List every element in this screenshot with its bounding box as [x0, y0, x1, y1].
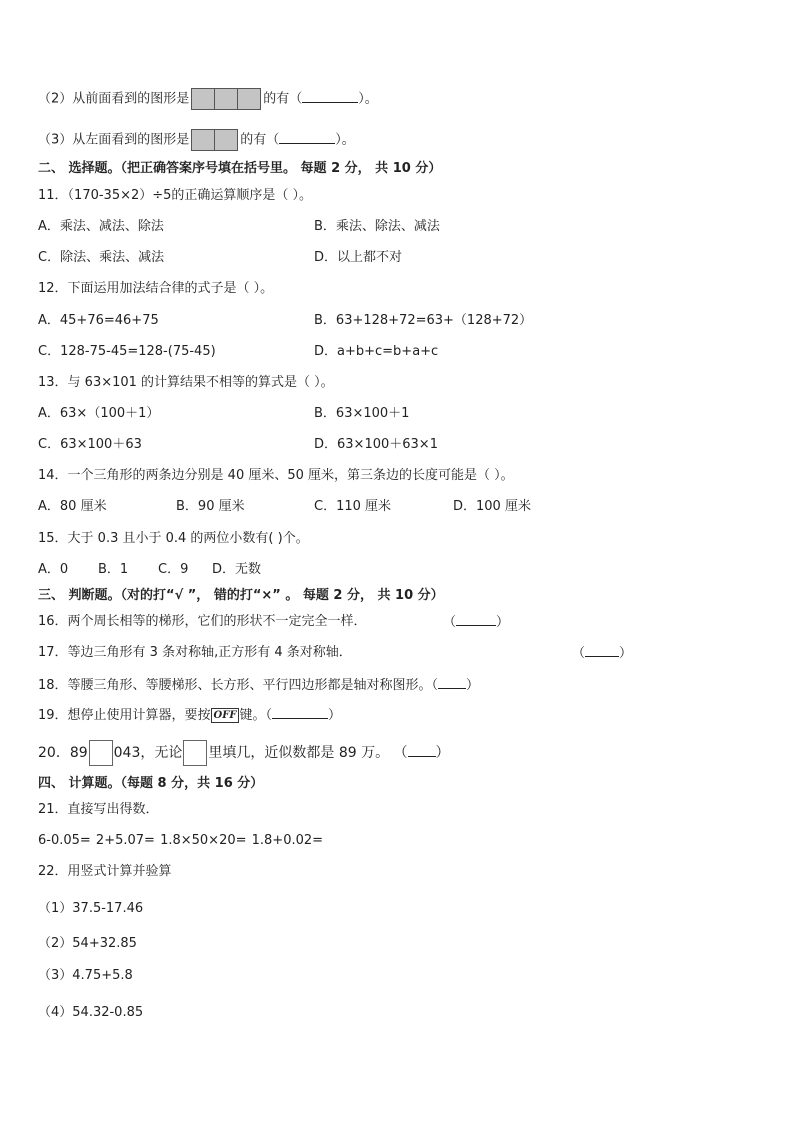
off-key-icon: OFF — [211, 708, 240, 723]
q22-stem: 22．用竖式计算并验算 — [38, 864, 172, 879]
q13-option-c[interactable]: C．63×100＋63 — [38, 437, 142, 452]
q12-option-a[interactable]: A．45+76=46+75 — [38, 313, 159, 328]
q17-answer: （ ） — [572, 646, 633, 661]
q20-row: 20．89 043，无论 里填几，近似数都是 89 万。 （ ） — [38, 740, 450, 766]
answer-blank[interactable] — [302, 90, 358, 103]
answer-blank[interactable] — [456, 613, 496, 626]
section-4-heading: 四、 计算题。（每题 8 分，共 16 分） — [38, 776, 264, 791]
question-3-suffix: 的有（ — [240, 132, 280, 148]
q19-row: 19．想停止使用计算器，要按 OFF 键。（ ） — [38, 708, 341, 723]
digit-box[interactable] — [183, 740, 207, 766]
q11-option-a[interactable]: A．乘法、减法、除法 — [38, 219, 164, 234]
q16-answer: （ ） — [443, 615, 510, 630]
q21-stem: 21．直接写出得数． — [38, 802, 159, 817]
q15-stem: 15．大于 0.3 且小于 0.4 的两位小数有( )个。 — [38, 531, 309, 546]
question-2-row: （2）从前面看到的图形是 的有（ ）。 — [38, 88, 378, 110]
q18-stem: 18．等腰三角形、等腰梯形、长方形、平行四边形都是轴对称图形。（ — [38, 678, 439, 693]
answer-blank[interactable] — [408, 744, 436, 757]
q15-option-c[interactable]: C．9 — [158, 562, 189, 577]
q12-option-d[interactable]: D．a+b+c=b+a+c — [314, 344, 439, 359]
q12-option-c[interactable]: C．128-75-45=128-(75-45) — [38, 344, 216, 359]
q11-option-c[interactable]: C．除法、乘法、减法 — [38, 250, 165, 265]
q22-item-1: （1）37.5-17.46 — [38, 901, 144, 916]
q22-item-4: （4）54.32-0.85 — [38, 1005, 144, 1020]
q11-stem: 11．（170-35×2）÷5的正确运算顺序是（ ）。 — [38, 188, 313, 203]
question-2-suffix: 的有（ — [263, 91, 303, 107]
answer-blank[interactable] — [438, 676, 466, 689]
front-view-figure — [191, 88, 261, 110]
q14-stem: 14．一个三角形的两条边分别是 40 厘米、50 厘米，第三条边的长度可能是（ ）。 — [38, 468, 514, 483]
question-2-prefix: （2）从前面看到的图形是 — [38, 91, 190, 107]
q15-option-d[interactable]: D．无数 — [212, 562, 262, 577]
q15-option-a[interactable]: A．0 — [38, 562, 69, 577]
q13-stem: 13．与 63×101 的计算结果不相等的算式是（ ）。 — [38, 375, 334, 390]
q14-option-b[interactable]: B．90 厘米 — [176, 499, 245, 514]
q14-option-d[interactable]: D．100 厘米 — [453, 499, 531, 514]
question-3-row: （3）从左面看到的图形是 的有（ ）。 — [38, 129, 355, 151]
q17-stem: 17．等边三角形有 3 条对称轴,正方形有 4 条对称轴． — [38, 645, 352, 660]
q12-option-b[interactable]: B．63+128+72=63+（128+72） — [314, 313, 533, 328]
q22-item-2: （2）54+32.85 — [38, 936, 137, 951]
q15-option-b[interactable]: B．1 — [98, 562, 129, 577]
q13-option-d[interactable]: D．63×100＋63×1 — [314, 437, 438, 452]
q16-stem: 16．两个周长相等的梯形，它们的形状不一定完全一样． — [38, 614, 367, 629]
q14-option-c[interactable]: C．110 厘米 — [314, 499, 392, 514]
q19-prefix: 19．想停止使用计算器，要按 — [38, 708, 211, 723]
q12-stem: 12．下面运用加法结合律的式子是（ ）。 — [38, 281, 274, 296]
digit-box[interactable] — [89, 740, 113, 766]
question-3-prefix: （3）从左面看到的图形是 — [38, 132, 190, 148]
section-2-heading: 二、 选择题。（把正确答案序号填在括号里。 每题 2 分， 共 10 分） — [38, 161, 442, 176]
q21-items: 6-0.05= 2+5.07= 1.8×50×20= 1.8+0.02= — [38, 833, 324, 848]
left-view-figure — [191, 129, 238, 151]
q13-option-b[interactable]: B．63×100＋1 — [314, 406, 410, 421]
q11-option-b[interactable]: B．乘法、除法、减法 — [314, 219, 440, 234]
answer-blank[interactable] — [279, 131, 335, 144]
q22-item-3: （3）4.75+5.8 — [38, 968, 133, 983]
q13-option-a[interactable]: A．63×（100＋1） — [38, 406, 160, 421]
answer-blank[interactable] — [272, 706, 328, 719]
q14-option-a[interactable]: A．80 厘米 — [38, 499, 107, 514]
answer-blank[interactable] — [585, 644, 619, 657]
section-3-heading: 三、 判断题。（对的打“√ ”， 错的打“×” 。 每题 2 分， 共 10 分） — [38, 588, 444, 603]
q11-option-d[interactable]: D．以上都不对 — [314, 250, 403, 265]
q18-row: 18．等腰三角形、等腰梯形、长方形、平行四边形都是轴对称图形。（ ） — [38, 678, 480, 693]
